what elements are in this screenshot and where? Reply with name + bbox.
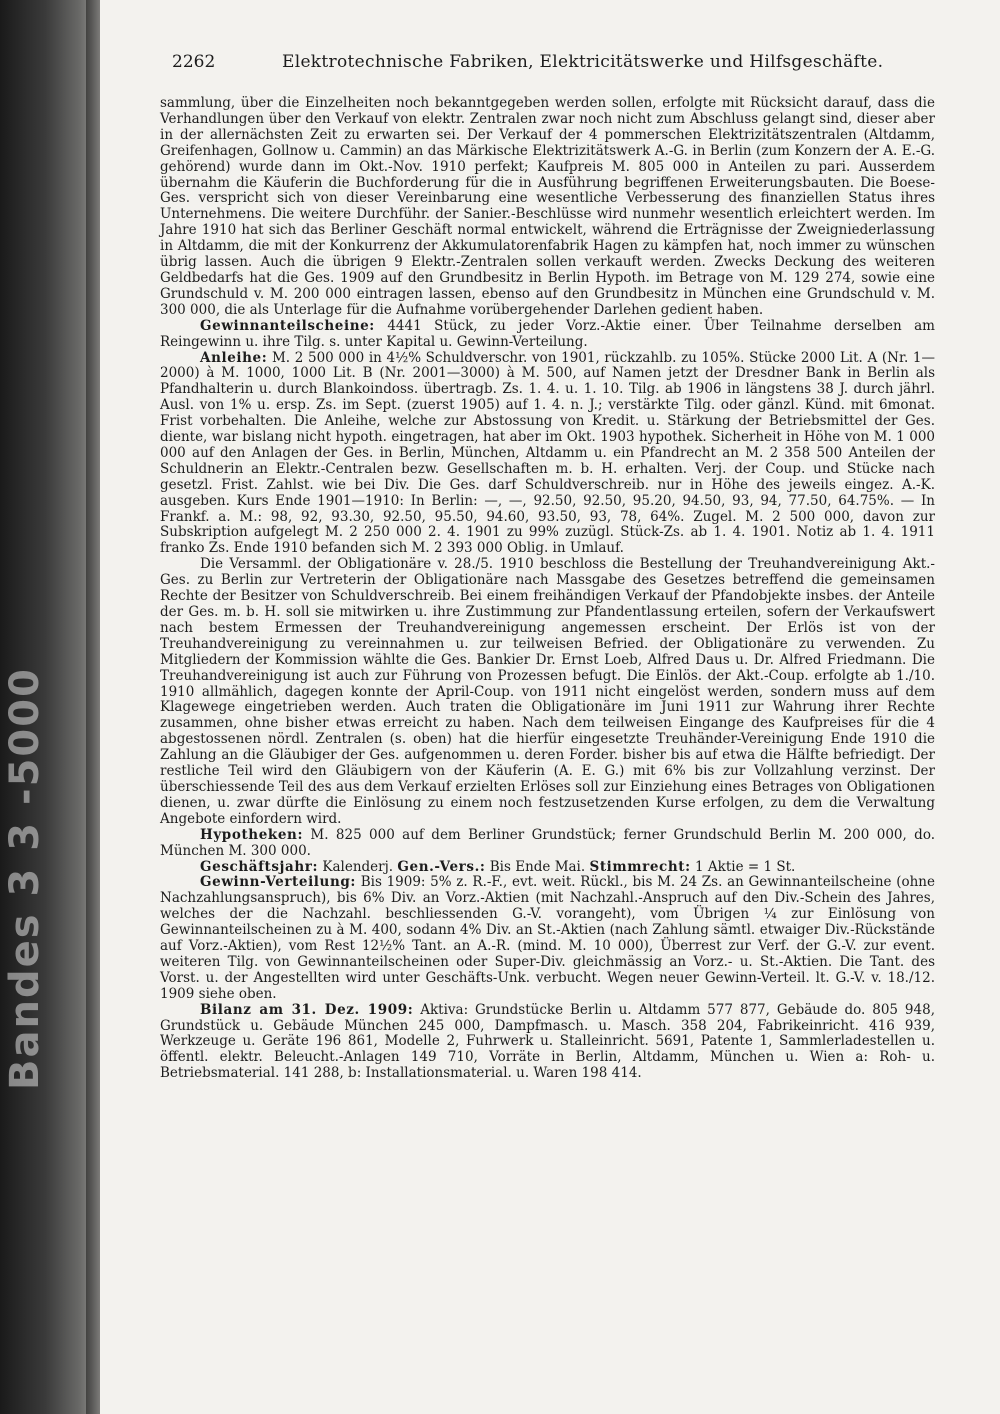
page-edge-shadow [940, 0, 1000, 1414]
binding-stamp: Bandes 3 3 -5000 [2, 667, 48, 1090]
section-heading: Gen.-Vers.: [397, 858, 486, 875]
paragraph: Geschäftsjahr: Kalenderj. Gen.-Vers.: Bis Ende Mai. Stimmrecht: 1 Aktie = 1 St. [200, 858, 796, 875]
section-heading: Geschäftsjahr: [200, 858, 319, 875]
body-text [160, 96, 935, 1082]
section-heading: Gewinn-Verteilung: [200, 874, 356, 891]
page-header [172, 50, 942, 74]
section-heading: Stimmrecht: [589, 858, 691, 875]
section-heading: Anleihe: [200, 349, 268, 366]
running-title: Elektrotechnische Fabriken, Elektricitätswerke und Hilfsgeschäfte. [282, 52, 884, 72]
paragraph: Gewinnanteilscheine: 4441 Stück, zu jeder Vorz.-Aktie einer. Über Teilnahme derselben am Reingewinn u. ihre Tilg. s. unter Kapital u. Gewinn-Verteilung. [160, 317, 935, 350]
paragraph: Anleihe: M. 2 500 000 in 4½% Schuldverschr. von 1901, rückzahlb. zu 105%. Stücke 2000 Lit. A (Nr. 1—2000) à M. 1000, 1000 Lit. B (Nr. 2001—3000) à M. 500, auf Namen jetzt der Dresdner Bank in Berlin als Pfandhalterin u. durch Blankoindoss. übertragb. Zs. 1. 4. u. 1. 10. Tilg. ab 1906 in längstens 38 J. durch jährl. Ausl. von 1% u. ersp. Zs. im Sept. (zuerst 1905) auf 1. 4. n. J.; verstärkte Tilg. oder gänzl. Künd. mit 6monat. Frist vorbehalten. Die Anleihe, welche zur Abstossung von Kredit. u. Stärkung der Betriebsmittel der Ges. diente, war bislang nicht hypoth. eingetragen, hat aber im Okt. 1903 hypothek. Sicherheit in Höhe von M. 1 000 000 auf den Anlagen der Ges. in Berlin, München, Altdamm u. ein Pfandrecht an M. 2 358 500 Anteilen der Schuldnerin an Elektr.-Centralen bezw. Gesellschaften m. b. H. erhalten. Verj. der Coup. und Stücke nach gesetzl. Frist. Zahlst. wie bei Div. Die Ges. darf Schuldverschreib. nur in Höhe des jeweils eingez. A.-K. ausgeben. Kurs Ende 1901—1910: In Berlin: —, —, 92.50, 92.50, 95.20, 94.50, 93, 94, 77.50, 64.75%. — In Frankf. a. M.: 98, 92, 93.30, 92.50, 95.50, 94.60, 93.50, 93, 78, 64%. Zugel. M. 2 500 000, davon zur Subskription aufgelegt M. 2 250 000 2. 4. 1901 zu 99% zuzügl. Stück-Zs. ab 1. 4. 1901. Notiz ab 1. 4. 1911 franko Zs. Ende 1910 befanden sich M. 2 393 000 Oblig. in Umlauf. [160, 349, 935, 557]
paragraph: sammlung, über die Einzelheiten noch bekanntgegeben werden sollen, erfolgte mit Rücksicht darauf, dass die Verhandlungen über den Verkauf von elektr. Zentralen zwar noch nicht zum Abschluss gelangt sind, dieser aber in der allernächsten Zeit zu erwarten sei. Der Verkauf der 4 pommerschen Elektrizitätszentralen (Altdamm, Greifenhagen, Gollnow u. Cammin) an das Märkische Elektrizitätswerk A.-G. in Berlin (zum Konzern der A. E.-G. gehörend) wurde dann im Okt.-Nov. 1910 perfekt; Kaufpreis M. 805 000 in Anteilen zu pari. Ausserdem übernahm die Käuferin die Buchforderung für die in Ausführung begriffenen Erweiterungsbauten. Die Boese-Ges. verspricht sich von dieser Vereinbarung eine wesentliche Verbesserung des finanziellen Status ihres Unternehmens. Die weitere Durchführ. der Sanier.-Beschlüsse wird nunmehr wesentlich erleichtert werden. Im Jahre 1910 hat sich das Berliner Geschäft normal entwickelt, während die Erträgnisse der Zweigniederlassung in Altdamm, die mit der Konkurrenz der Akkumulatorenfabrik Hagen zu kämpfen hat, noch immer zu wünschen übrig lassen. Auch die übrigen 9 Elektr.-Zentralen sollen verkauft werden. Zwecks Deckung des weiteren Geldbedarfs hat die Ges. 1909 auf den Grundbesitz in Berlin Hypoth. im Betrage von M. 129 274, sowie eine Grundschuld v. M. 200 000 eintragen lassen, ebenso auf den Grundbesitz in München eine Grundschuld v. M. 300 000, die als Unterlage für die Aufnahme vorübergehender Darlehen gedient haben. [160, 95, 935, 318]
book-binding [0, 0, 100, 1414]
paragraph: Bilanz am 31. Dez. 1909: Aktiva: Grundstücke Berlin u. Altdamm 577 877, Gebäude do. 805 948, Grundstück u. Gebäude München 245 000, Dampfmasch. u. Masch. 358 204, Fabrikeinricht. 416 939, Werkzeuge u. Geräte 196 861, Modelle 2, Fuhrwerk u. Stalleinricht. 5691, Patente 1, Sammlerladestellen u. öffentl. elektr. Beleucht.-Anlagen 149 710, Vorräte in Berlin, Altdamm, München u. Wien a: Roh- u. Betriebsmaterial. 141 288, b: Installationsmaterial. u. Waren 198 414. [160, 1001, 935, 1082]
paragraph: Hypotheken: M. 825 000 auf dem Berliner Grundstück; ferner Grundschuld Berlin M. 200 000, do. München M. 300 000. [160, 826, 935, 859]
section-heading: Hypotheken: [200, 826, 304, 843]
document-page [100, 0, 1000, 1414]
paragraph: Die Versamml. der Obligationäre v. 28./5. 1910 beschloss die Bestellung der Treuhandvereinigung Akt.-Ges. zu Berlin zur Vertreterin der Obligationäre nach Massgabe des Gesetzes betreffend die gemeinsamen Rechte der Besitzer von Schuldverschreib. Bei einem freihändigen Verkauf der Pfandobjekte insbes. der Anteile der Ges. m. b. H. soll sie mitwirken u. ihre Zustimmung zur Pfandentlassung erteilen, sofern der Verkaufswert nach bestem Ermessen der Treuhandvereinigung angemessen erscheint. Der Erlös ist von der Treuhandvereinigung zu vereinnahmen u. zur teilweisen Befried. der Obligationäre zu verwenden. Zu Mitgliedern der Kommission wählte die Ges. Bankier Dr. Ernst Loeb, Alfred Daus u. Dr. Alfred Friedmann. Die Treuhandvereinigung ist auch zur Führung von Prozessen befugt. Die Einlös. der Akt.-Coup. erfolgte ab 1./10. 1910 allmählich, dagegen konnte der April-Coup. von 1911 nicht eingelöst werden, sondern muss auf dem Klagewege eingetrieben werden. Auch traten die Obligationäre im Juni 1911 zur Wahrung ihrer Rechte zusammen, ohne bisher etwas erreicht zu haben. Nach dem teilweisen Eingange des Kaufpreises für die 4 abgestossenen nördl. Zentralen (s. oben) hat die hierfür eingesetzte Treuhänder-Vereinigung Ende 1910 die Zahlung an die Gläubiger der Ges. aufgenommen u. deren Forder. bisher bis auf etwa die Hälfte befriedigt. Der restliche Teil wird den Gläubigern von der Käuferin (A. E. G.) mit 6% bis zur Vollzahlung verzinst. Der überschiessende Teil des aus dem Verkauf erzielten Erlöses soll zur Einziehung eines Betrages von Obligationen dienen, u. zwar dürfte die Einlösung zu einem noch festzusetzenden Kurse erfolgen, zu dem die Verwaltung Angebote einfordern wird. [160, 556, 935, 827]
page-number: 2262 [172, 52, 216, 72]
section-heading: Bilanz am 31. Dez. 1909: [200, 1001, 414, 1018]
paragraph: Gewinn-Verteilung: Bis 1909: 5% z. R.-F., evt. weit. Rückl., bis M. 24 Zs. an Gewinnanteilscheine (ohne Nachzahlungsanspruch), bis 6% Div. an Vorz.-Aktien (mit Nachzahl.-Anspruch auf den Div.-Schein des Jahres, welches der die Nachzahl. beschliessenden G.-V. vorangeht), vom Übrigen ¼ zur Einlösung von Gewinnanteilscheinen zu à M. 400, sodann 4% Div. an St.-Aktien (nach Zahlung sämtl. etwaiger Div.-Rückstände auf Vorz.-Aktien), vom Rest 12½% Tant. an A.-R. (mind. M. 10 000), Überrest zur Verf. der G.-V. zur event. weiteren Tilg. von Gewinnanteilscheinen oder Super-Div. gleichmässig an Vorz.- u. St.-Aktien. Die Tant. des Vorst. u. der Angestellten wird unter Geschäfts-Unk. verbucht. Wegen neuer Gewinn-Verteil. lt. G.-V. v. 18./12. 1909 siehe oben. [160, 874, 935, 1002]
section-heading: Gewinnanteilscheine: [200, 317, 375, 334]
